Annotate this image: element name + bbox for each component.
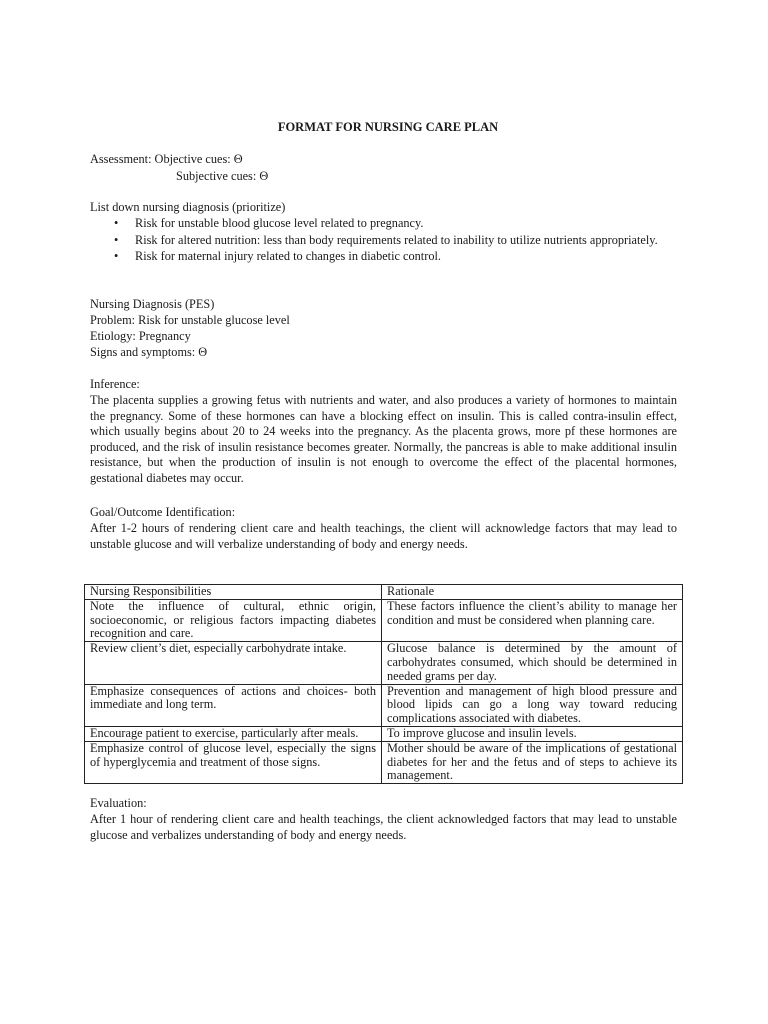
rationale-cell: Prevention and management of high blood pressure and blood lipids can go a long way toward reducing complications associated with diabetes. bbox=[382, 684, 683, 726]
care-plan-table bbox=[84, 584, 683, 784]
table-row bbox=[85, 726, 683, 741]
list-item bbox=[90, 233, 676, 249]
assessment-subjective-cues: Subjective cues: Θ bbox=[176, 169, 269, 183]
diagnosis-list bbox=[90, 216, 676, 266]
inference-heading: Inference: bbox=[90, 377, 140, 391]
document-page bbox=[90, 0, 686, 1024]
list-item bbox=[90, 249, 676, 265]
table-row bbox=[85, 741, 683, 783]
pes-etiology: Etiology: Pregnancy bbox=[90, 329, 191, 343]
goal-text: After 1-2 hours of rendering client care and health teachings, the client will acknowledge factors that may lead to unstable glucose and will verbalize understanding of body and energy needs. bbox=[90, 521, 677, 551]
column-header-responsibilities: Nursing Responsibilities bbox=[85, 585, 382, 600]
bullet-icon: • bbox=[114, 249, 119, 263]
table-row bbox=[85, 684, 683, 726]
diagnosis-item-text: Risk for altered nutrition: less than body requirements related to inability to utilize nutrients appropriately. bbox=[135, 232, 658, 247]
responsibility-cell: Note the influence of cultural, ethnic origin, socioeconomic, or religious factors impacting diabetes recognition and care. bbox=[85, 599, 382, 641]
responsibility-cell: Encourage patient to exercise, particularly after meals. bbox=[85, 726, 382, 741]
diagnosis-item-text: Risk for maternal injury related to changes in diabetic control. bbox=[135, 249, 441, 263]
goal-heading: Goal/Outcome Identification: bbox=[90, 505, 236, 519]
table-header-row bbox=[85, 585, 683, 600]
evaluation-text: After 1 hour of rendering client care and health teachings, the client acknowledged factors that may lead to unstable glucose and verbalizes understanding of body and energy needs. bbox=[90, 812, 677, 842]
assessment-objective-cues: Assessment: Objective cues: Θ bbox=[90, 152, 243, 166]
pes-problem: Problem: Risk for unstable glucose level bbox=[90, 313, 290, 327]
document-title: FORMAT FOR NURSING CARE PLAN bbox=[277, 120, 499, 134]
responsibility-cell: Review client’s diet, especially carbohydrate intake. bbox=[85, 642, 382, 684]
diagnosis-item-text: Risk for unstable blood glucose level related to pregnancy. bbox=[135, 216, 424, 230]
table-row bbox=[85, 599, 683, 641]
table-row bbox=[85, 642, 683, 684]
diagnosis-list-heading: List down nursing diagnosis (prioritize) bbox=[90, 200, 286, 214]
rationale-cell: To improve glucose and insulin levels. bbox=[382, 726, 683, 741]
rationale-cell: Glucose balance is determined by the amount of carbohydrates consumed, which should be determined in needed grams per day. bbox=[382, 642, 683, 684]
pes-heading: Nursing Diagnosis (PES) bbox=[90, 297, 215, 311]
bullet-icon: • bbox=[114, 232, 119, 247]
inference-text: The placenta supplies a growing fetus with nutrients and water, and also produces a variety of hormones to maintain the pregnancy. Some of these hormones can have a blocking effect on insulin. This is called contra-insulin effect, which usually begins about 20 to 24 weeks into the pregnancy. As the placenta grows, more pf these hormones are produced, and the risk of insulin resistance becomes greater. Normally, the pancreas is able to make additional insulin resistance, but when the production of insulin is not enough to overcome the effect of the placental hormones, gestational diabetes may occur. bbox=[90, 393, 677, 485]
rationale-cell: These factors influence the client’s ability to manage her condition and must be considered when planning care. bbox=[382, 599, 683, 641]
column-header-rationale: Rationale bbox=[382, 585, 683, 600]
bullet-icon: • bbox=[114, 216, 119, 230]
pes-signs-symptoms: Signs and symptoms: Θ bbox=[90, 345, 208, 359]
list-item bbox=[90, 216, 676, 232]
responsibility-cell: Emphasize consequences of actions and choices- both immediate and long term. bbox=[85, 684, 382, 726]
rationale-cell: Mother should be aware of the implications of gestational diabetes for her and the fetus and of steps to achieve its management. bbox=[382, 741, 683, 783]
evaluation-heading: Evaluation: bbox=[90, 796, 147, 810]
responsibility-cell: Emphasize control of glucose level, especially the signs of hyperglycemia and treatment of those signs. bbox=[85, 741, 382, 783]
